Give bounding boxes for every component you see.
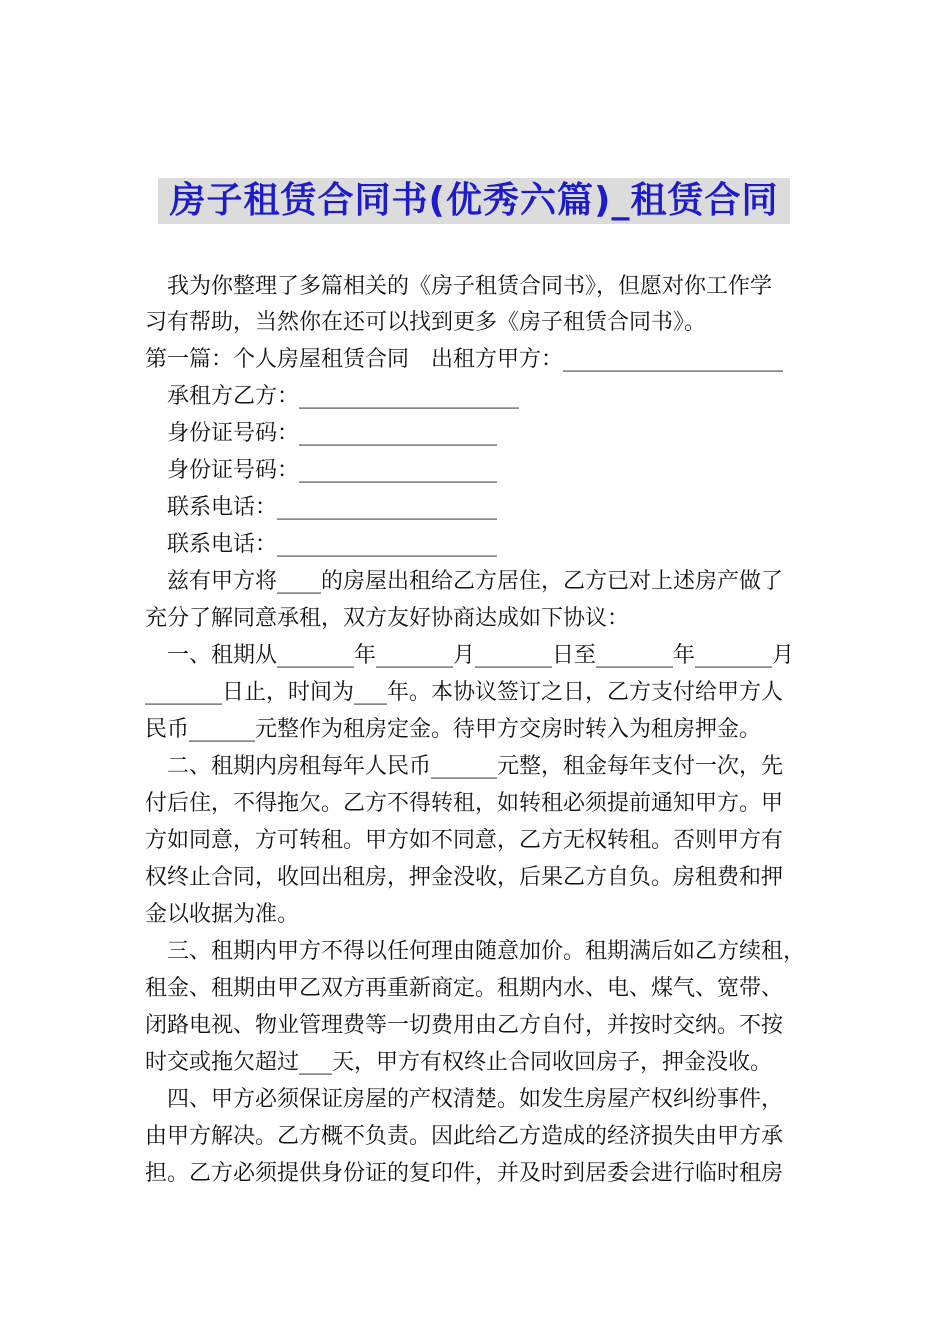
clause-4-line-1: 四、甲方必须保证房屋的产权清楚。如发生房屋产权纠纷事件，: [167, 1087, 784, 1112]
clause-2-line-3: 方如同意，方可转租。甲方如不同意，乙方无权转租。否则甲方有: [145, 828, 784, 853]
preamble-line-1: 兹有甲方将____的房屋出租给乙方居住，乙方已对上述房产做了: [167, 569, 784, 594]
clause-1-line-2: _______日止，时间为___年。本协议签订之日，乙方支付给甲方人: [145, 680, 784, 705]
clause-1-line-3: 民币______元整作为租房定金。待甲方交房时转入为租房押金。: [145, 717, 762, 742]
preamble-line-2: 充分了解同意承租，双方友好协商达成如下协议：: [145, 606, 630, 631]
id-number-field-1: 身份证号码：__________________: [167, 421, 498, 446]
tenant-field: 承租方乙方：____________________: [167, 384, 520, 409]
clause-4-line-2: 由甲方解决。乙方概不负责。因此给乙方造成的经济损失由甲方承: [145, 1124, 784, 1149]
section-one-heading: 第一篇：个人房屋租赁合同 出租方甲方：____________________: [145, 347, 784, 372]
document-title: 房子租赁合同书(优秀六篇)_租赁合同: [158, 178, 790, 224]
clause-3-line-3: 闭路电视、物业管理费等一切费用由乙方自付，并按时交纳。不按: [145, 1013, 784, 1038]
phone-field-2: 联系电话：____________________: [167, 532, 498, 557]
clause-2-line-1: 二、租期内房租每年人民币______元整，租金每年支付一次，先: [167, 754, 784, 779]
id-number-field-2: 身份证号码：__________________: [167, 458, 498, 483]
intro-line-1: 我为你整理了多篇相关的《房子租赁合同书》，但愿对你工作学: [167, 274, 773, 299]
clause-4-line-3: 担。乙方必须提供身份证的复印件，并及时到居委会进行临时租房: [145, 1161, 784, 1186]
intro-line-2: 习有帮助，当然你在还可以找到更多《房子租赁合同书》。: [145, 310, 707, 335]
clause-1-line-1: 一、租期从_______年_______月_______日至_______年_______月: [167, 643, 795, 668]
clause-3-line-4: 时交或拖欠超过___天，甲方有权终止合同收回房子，押金没收。: [145, 1050, 773, 1075]
clause-2-line-5: 金以收据为准。: [145, 902, 300, 927]
clause-2-line-4: 权终止合同，收回出租房，押金没收，后果乙方自负。房租费和押: [145, 865, 784, 890]
clause-2-line-2: 付后住，不得拖欠。乙方不得转租，如转租必须提前通知甲方。甲: [145, 791, 784, 816]
phone-field-1: 联系电话：____________________: [167, 495, 498, 520]
clause-3-line-1: 三、租期内甲方不得以任何理由随意加价。租期满后如乙方续租，: [167, 939, 806, 964]
clause-3-line-2: 租金、租期由甲乙双方再重新商定。租期内水、电、煤气、宽带、: [145, 976, 784, 1001]
